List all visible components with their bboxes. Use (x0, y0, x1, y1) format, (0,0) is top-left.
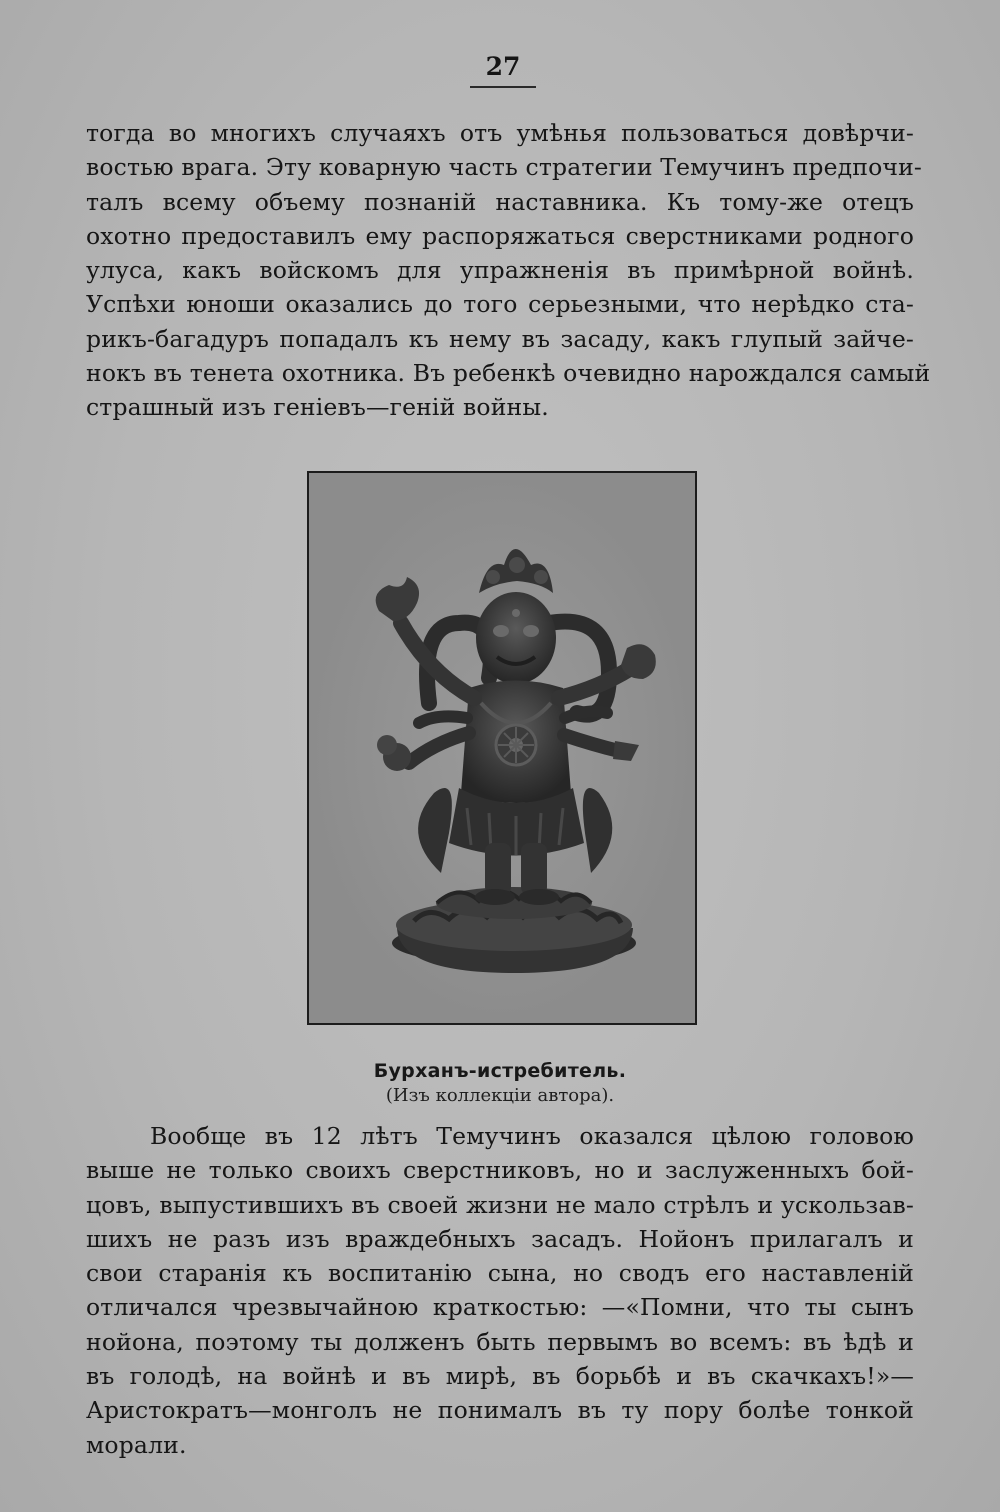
text-line: Вообще въ 12 лѣтъ Темучинъ оказался цѣлою головою (150, 1122, 914, 1150)
text-line: тогда во многихъ случаяхъ отъ умѣнья пользоваться довѣрчи- (86, 119, 914, 147)
paragraph-bottom (86, 1119, 914, 1462)
statue-image (309, 473, 695, 1023)
text-line: цовъ, выпустившихъ въ своей жизни не мало стрѣлъ и ускользав- (86, 1190, 914, 1219)
text-line: Аристократъ—монголъ не понималъ въ ту пору болѣе тонкой (86, 1396, 914, 1425)
text-line: улуса, какъ войскомъ для упражненія въ примѣрной войнѣ. (86, 256, 914, 285)
text-line: нокъ въ тенета охотника. Въ ребенкѣ очевидно нарождался самый (86, 359, 931, 388)
page-number: 27 (470, 52, 536, 88)
text-line: шихъ не разъ изъ враждебныхъ засадъ. Нойонъ прилагалъ и (86, 1224, 914, 1253)
text-line: отличался чрезвычайною краткостью: —«Помни, что ты сынъ (86, 1293, 914, 1322)
figure-plate (307, 471, 697, 1025)
figure-caption-title: Бурханъ-истребитель. (373, 1060, 627, 1082)
text-line: страшный изъ геніевъ—геній войны. (86, 393, 549, 422)
text-line: рикъ-багадуръ попадалъ къ нему въ засаду, какъ глупый зайче- (86, 324, 914, 353)
text-line: выше не только своихъ сверстниковъ, но и заслуженныхъ бой- (86, 1156, 914, 1185)
text-line: востью врага. Эту коварную часть стратегии Темучинъ предпочи- (86, 153, 922, 182)
text-line: охотно предоставилъ ему распоряжаться сверстниками родного (86, 221, 914, 250)
text-line: свои старанія къ воспитанію сына, но сводъ его наставленій (86, 1259, 914, 1288)
text-line: талъ всему объему познаній наставника. Къ тому-же отецъ (86, 187, 914, 216)
figure-caption-source: (Изъ коллекціи автора). (385, 1085, 615, 1106)
text-line: въ голодѣ, на войнѣ и въ мирѣ, въ борьбѣ и въ скачкахъ!»— (86, 1362, 914, 1391)
text-line: нойона, поэтому ты долженъ быть первымъ во всемъ: въ ѣдѣ и (86, 1327, 914, 1356)
text-line: Успѣхи юноши оказались до того серьезными, что нерѣдко ста- (86, 290, 914, 319)
paragraph-top (86, 116, 931, 425)
text-line: морали. (86, 1430, 187, 1459)
